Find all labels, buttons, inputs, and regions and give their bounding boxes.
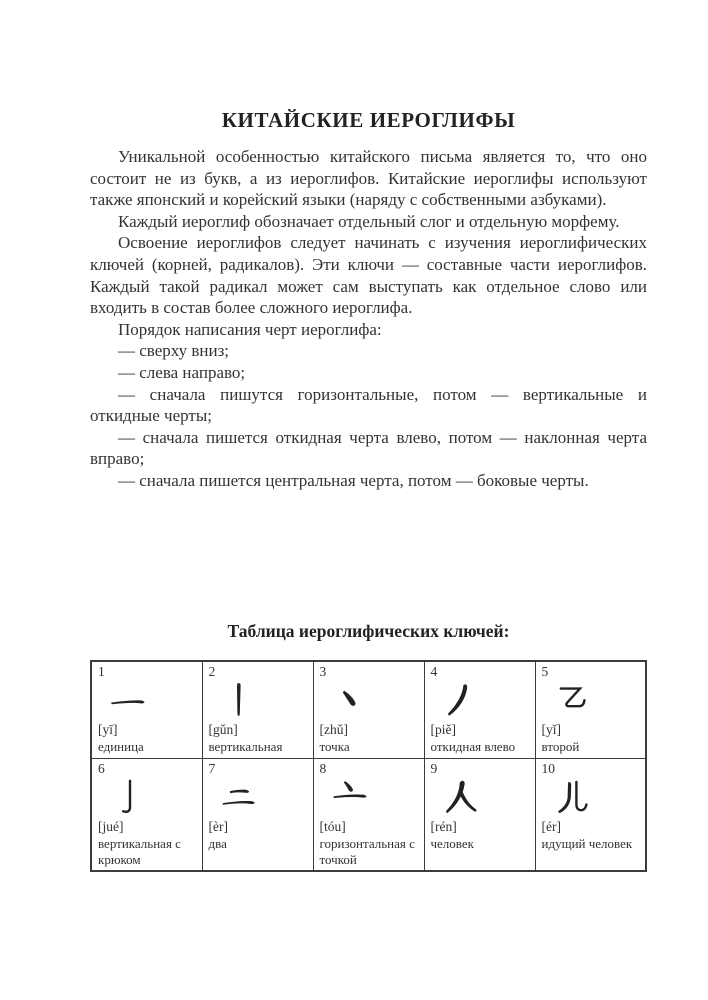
radical-cell: [535, 758, 646, 871]
radical-pinyin: [ér]: [541, 819, 561, 835]
radical-cell: [202, 661, 313, 758]
radical-horizontal-icon: [105, 681, 151, 721]
radical-number: 4: [430, 664, 438, 679]
radicals-row: [91, 661, 646, 758]
radical-number: 8: [319, 760, 327, 776]
radical-vertical-icon: [216, 681, 262, 721]
radical-number: 1: [98, 664, 105, 679]
radical-cell: [313, 758, 424, 871]
body-text: [90, 146, 647, 492]
stroke-rule-item: — сначала пишутся горизонтальные, потом — вертикальные и откидные черты;: [90, 384, 647, 426]
paragraph: Уникальной особенностью китайского письма является то, что оно состоит не из букв, а из иероглифов. Китайские иероглифы используют также японский и корейский языки (наряду с собственными азбуками).: [90, 147, 647, 210]
radical-number: 2: [208, 664, 216, 679]
radical-slash-left-icon: [438, 681, 484, 721]
radical-walking-legs-icon: [549, 778, 595, 818]
paragraph: Порядок написания черт иероглифа:: [118, 319, 382, 339]
radical-two-icon: [216, 778, 262, 818]
radical-meaning: два: [208, 835, 227, 851]
radical-meaning: вертикальная с крюком: [98, 835, 181, 867]
radical-number: 10: [541, 760, 555, 776]
radical-cell: [91, 758, 202, 871]
radical-cell: [202, 758, 313, 871]
page-title: КИТАЙСКИЕ ИЕРОГЛИФЫ: [221, 108, 516, 133]
radical-number: 7: [208, 760, 216, 776]
radicals-row: [91, 758, 646, 871]
radical-pinyin: [rén]: [430, 819, 457, 835]
radical-pinyin: [èr]: [208, 819, 228, 835]
radical-meaning: идущий человек: [541, 835, 633, 851]
radicals-table: [90, 660, 647, 872]
radical-pinyin: [piě]: [430, 722, 456, 738]
radical-person-icon: [438, 778, 484, 818]
stroke-rule-item: — сверху вниз;: [118, 341, 230, 361]
stroke-rule-item: — слева направо;: [118, 362, 246, 382]
radical-pinyin: [jué]: [98, 819, 124, 835]
radical-meaning: человек: [430, 835, 474, 851]
paragraph: Освоение иероглифов следует начинать с изучения иероглифических ключей (корней, радикалов). Эти ключи — составные части иероглифов. Каждый такой радикал может сам выступать как отдельное слово или входить в состав более сложного иероглифа.: [90, 233, 647, 318]
radical-number: 5: [541, 664, 549, 679]
radical-cell: [535, 661, 646, 758]
radical-cell: [424, 758, 535, 871]
radical-pinyin: [yǐ]: [541, 722, 561, 738]
radical-number: 9: [430, 760, 438, 776]
radical-number: 3: [319, 664, 327, 679]
radical-meaning: откидная влево: [430, 738, 516, 754]
stroke-rule-item: — сначала пишется откидная черта влево, потом — наклонная черта вправо;: [90, 427, 647, 469]
radical-meaning: точка: [319, 738, 350, 754]
radical-meaning: горизонтальная с точкой: [319, 835, 415, 867]
radical-number: 6: [98, 760, 105, 776]
radicals-table-body: [91, 661, 646, 871]
radical-vertical-hook-icon: [105, 778, 151, 818]
stroke-rule-item: — сначала пишется центральная черта, потом — боковые черты.: [118, 470, 589, 490]
radical-pinyin: [tóu]: [319, 819, 346, 835]
radical-meaning: вертикальная: [208, 738, 283, 754]
radical-second-icon: [549, 681, 595, 721]
radical-cell: [313, 661, 424, 758]
radical-lid-icon: [327, 778, 373, 818]
radical-meaning: единица: [98, 738, 144, 754]
radical-cell: [424, 661, 535, 758]
table-caption: Таблица иероглифических ключей:: [227, 621, 510, 641]
paragraph: Каждый иероглиф обозначает отдельный слог и отдельную морфему.: [118, 211, 620, 231]
radical-pinyin: [gǔn]: [208, 722, 238, 738]
radical-pinyin: [zhǔ]: [319, 722, 348, 738]
radical-cell: [91, 661, 202, 758]
radical-pinyin: [yī]: [98, 722, 118, 738]
radical-dot-icon: [327, 681, 373, 721]
radical-meaning: второй: [541, 738, 580, 754]
